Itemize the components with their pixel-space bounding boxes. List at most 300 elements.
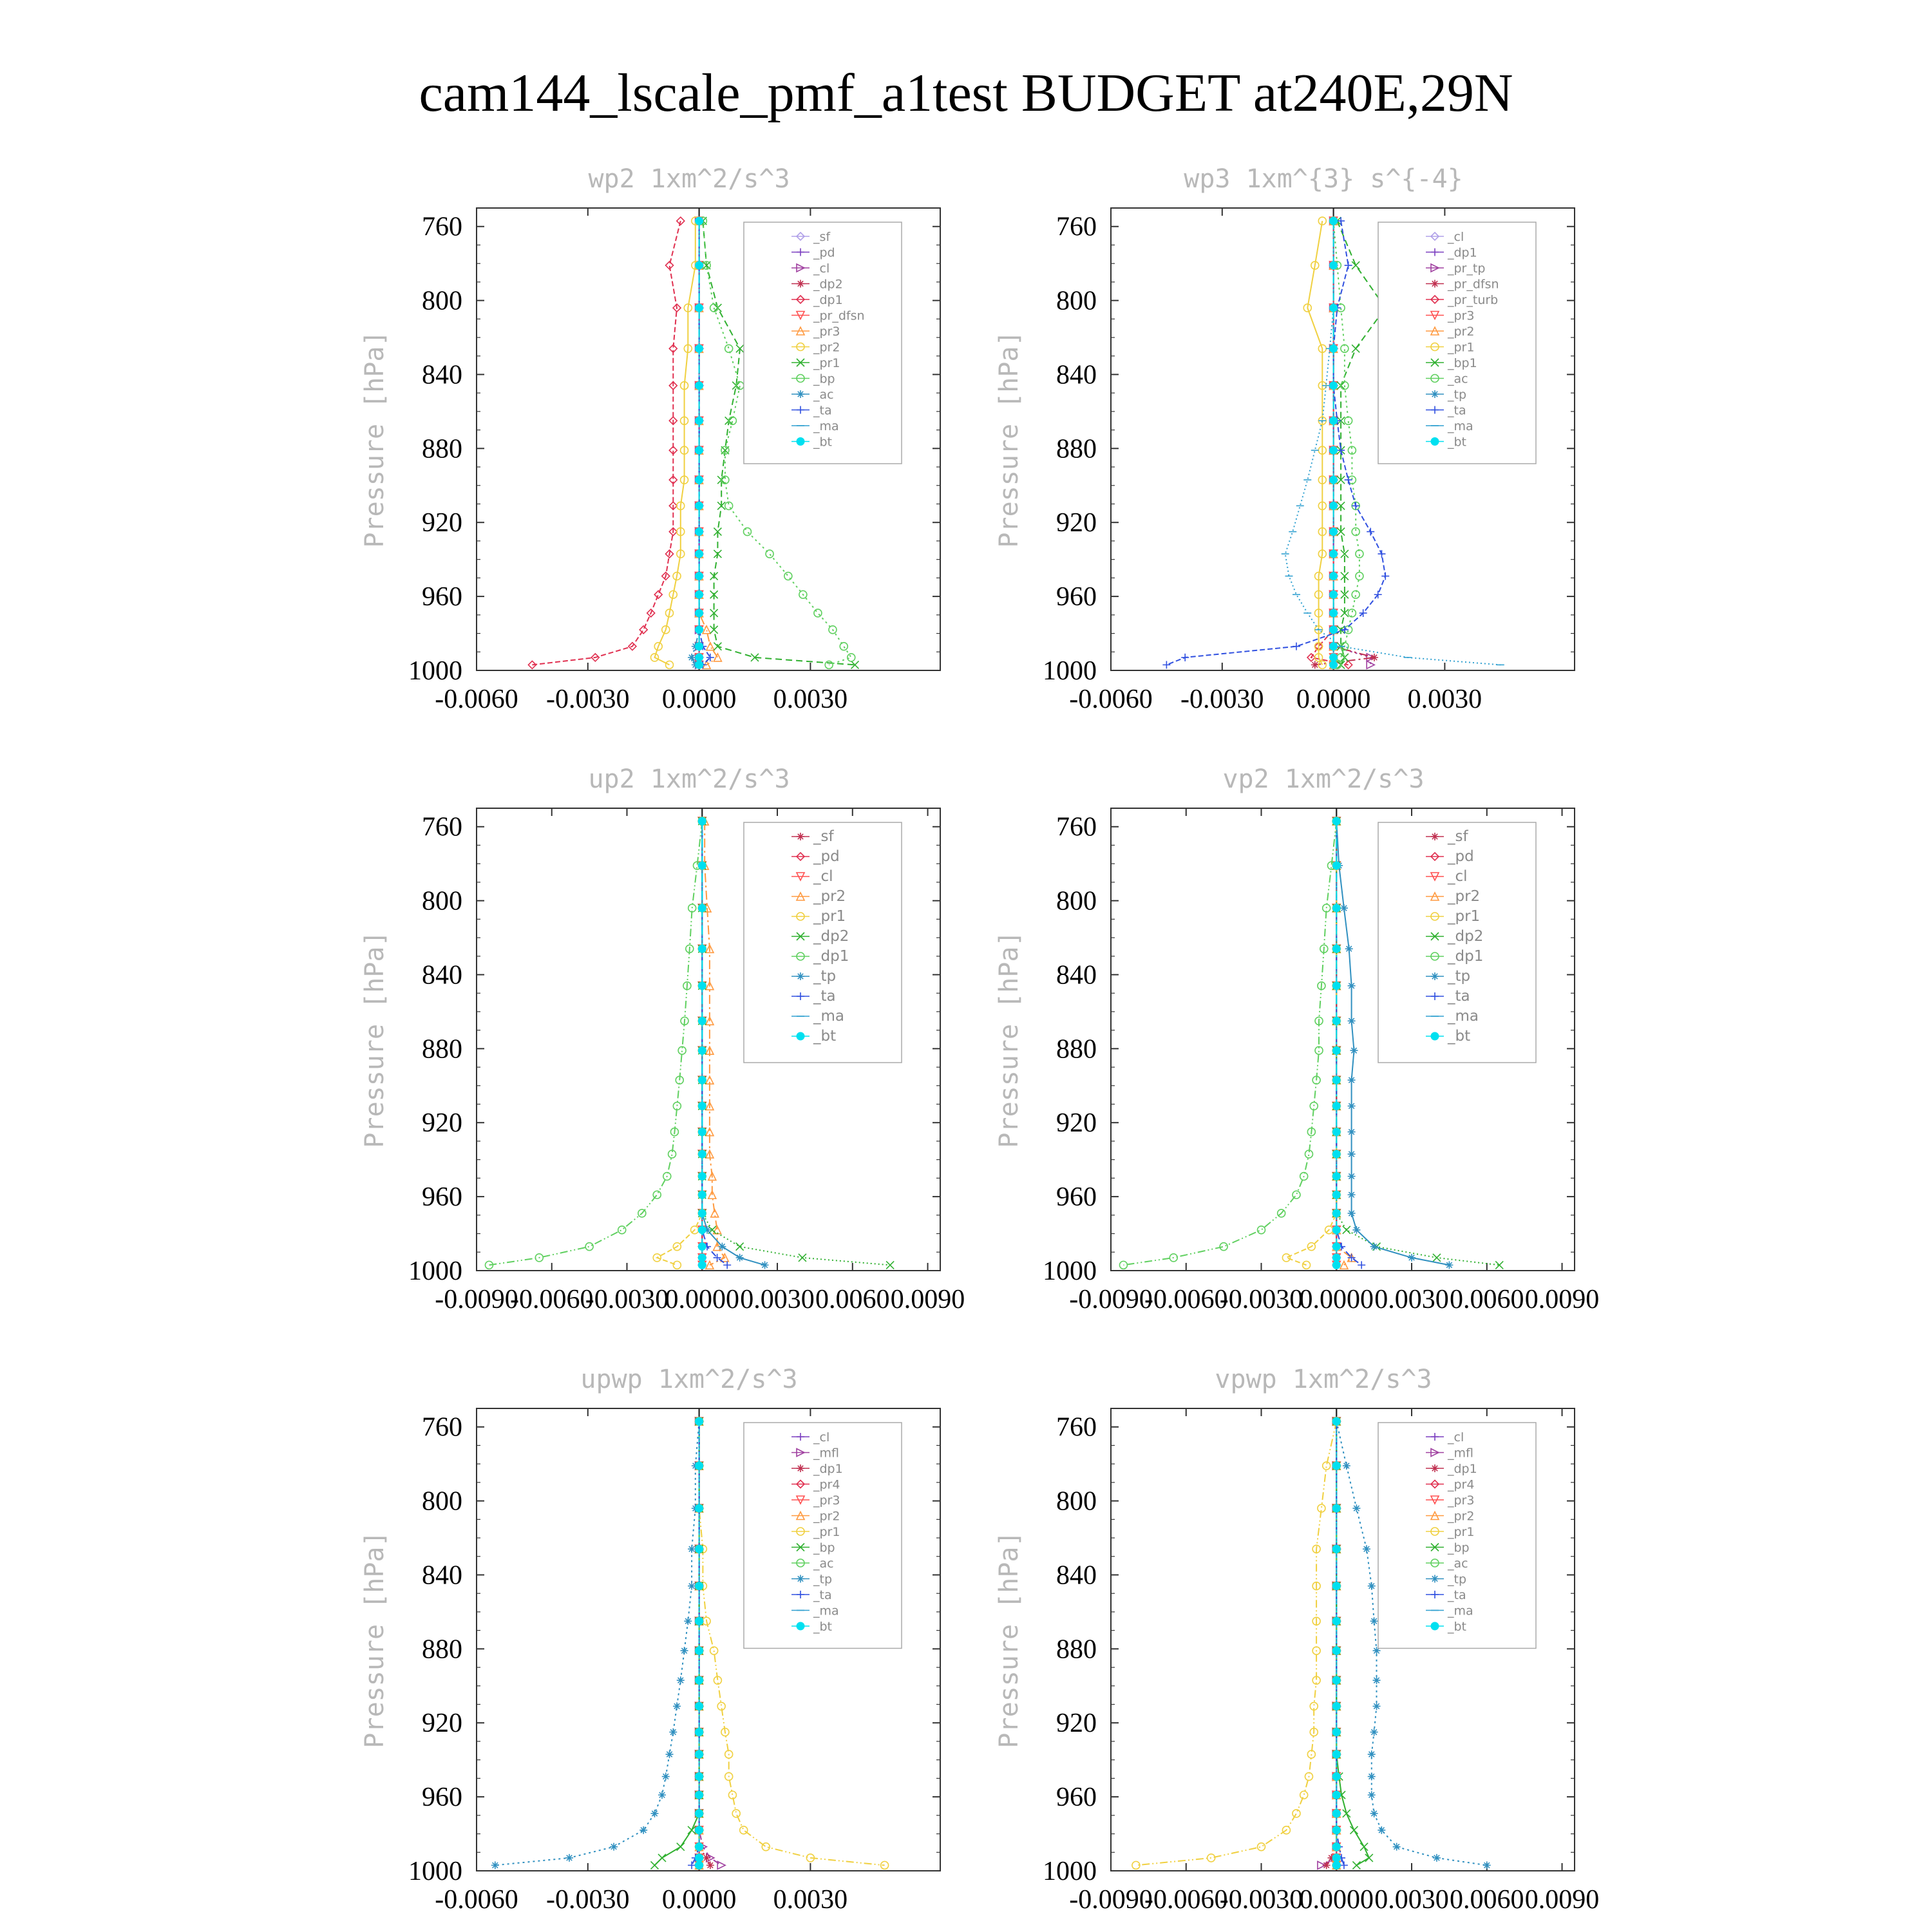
data-point <box>1332 1861 1340 1869</box>
y-tick-label: 760 <box>422 1412 462 1443</box>
data-point <box>1332 1046 1340 1054</box>
data-point <box>1348 1173 1356 1180</box>
legend-entry: _ma <box>1448 1604 1473 1618</box>
y-tick-label: 800 <box>1056 886 1097 916</box>
legend-marker <box>797 1622 804 1630</box>
data-point <box>1330 217 1338 225</box>
data-point <box>1393 1843 1401 1851</box>
data-point <box>1330 476 1338 484</box>
legend-entry: _dp1 <box>813 1462 843 1476</box>
data-point <box>1332 1128 1340 1136</box>
data-point <box>696 217 703 225</box>
panel-title: upwp 1xm^2/s^3 <box>580 1365 798 1394</box>
legend-entry: _tp <box>1448 968 1471 985</box>
data-point <box>696 304 703 312</box>
legend-marker <box>797 1464 804 1472</box>
x-tick-label: -0.0030 <box>1180 685 1264 714</box>
legend <box>1378 1423 1536 1649</box>
data-point <box>703 1854 710 1862</box>
data-point <box>677 1676 685 1684</box>
data-point <box>1368 1582 1376 1590</box>
y-axis-label: Pressure [hPa] <box>994 1531 1024 1748</box>
legend-entry: _bt <box>1448 435 1467 450</box>
y-tick-label: 800 <box>422 286 462 316</box>
data-point <box>1332 1843 1340 1851</box>
data-point <box>688 1582 696 1590</box>
data-point <box>696 1545 703 1553</box>
data-point <box>696 446 703 454</box>
data-point <box>696 661 703 668</box>
legend-marker <box>1431 1575 1439 1583</box>
data-point <box>696 1843 703 1851</box>
data-point <box>1330 417 1338 424</box>
data-point <box>1332 1791 1340 1799</box>
x-tick-label: 0.0060 <box>1450 1285 1524 1314</box>
legend-entry: _pr_turb <box>1448 293 1499 307</box>
legend-entry: _sf <box>1448 828 1468 845</box>
legend-entry: _tp <box>1448 388 1467 402</box>
data-point <box>1368 1750 1376 1758</box>
data-point <box>1408 1254 1416 1262</box>
data-point <box>1330 382 1338 390</box>
data-point <box>1332 1582 1340 1590</box>
data-point <box>696 1861 703 1869</box>
legend <box>1378 222 1536 464</box>
data-point <box>662 1773 670 1781</box>
data-point <box>1332 1617 1340 1625</box>
data-point <box>698 1191 706 1198</box>
legend-entry: _pr1 <box>813 1525 840 1539</box>
data-point <box>696 1582 703 1590</box>
x-tick-label: 0.0030 <box>1374 1285 1449 1314</box>
data-point <box>698 862 706 869</box>
legend-entry: _cl <box>813 1430 830 1444</box>
data-point <box>696 643 703 650</box>
data-point <box>684 1617 692 1625</box>
y-tick-label: 880 <box>1056 434 1097 464</box>
legend-entry: _cl <box>1448 1430 1464 1444</box>
data-point <box>1332 1254 1340 1262</box>
legend-entry: _bt <box>1448 1028 1471 1045</box>
data-point <box>696 573 703 580</box>
data-point <box>1332 1191 1340 1198</box>
data-point <box>1370 1810 1378 1817</box>
y-tick-label: 1000 <box>1043 1857 1097 1886</box>
data-point <box>698 1209 706 1217</box>
legend-entry: _ac <box>1448 372 1468 386</box>
x-tick-label: -0.0060 <box>510 1285 594 1314</box>
legend-marker <box>797 833 804 840</box>
legend-entry: _ac <box>813 388 834 402</box>
x-tick-label: 0.0030 <box>740 1285 815 1314</box>
y-tick-label: 1000 <box>408 656 462 686</box>
x-tick-label: 0.0000 <box>1299 1285 1374 1314</box>
data-point <box>565 1854 573 1862</box>
x-tick-label: -0.0060 <box>1144 1885 1228 1915</box>
y-axis-label: Pressure [hPa] <box>360 330 390 548</box>
data-point <box>696 1854 703 1862</box>
y-tick-label: 760 <box>422 812 462 842</box>
data-point <box>1332 1017 1340 1025</box>
data-point <box>696 261 703 269</box>
y-tick-label: 760 <box>422 212 462 242</box>
data-point <box>1323 1861 1331 1869</box>
data-point <box>696 654 703 661</box>
data-point <box>1445 1261 1453 1269</box>
legend-entry: _pr1 <box>1448 340 1475 355</box>
data-point <box>696 550 703 558</box>
data-point <box>1330 661 1338 668</box>
data-point <box>1332 1854 1340 1862</box>
panel-title: wp2 1xm^2/s^3 <box>588 164 790 194</box>
data-point <box>1348 1102 1356 1110</box>
data-point <box>698 1261 706 1269</box>
legend-marker <box>1431 1464 1439 1472</box>
y-tick-label: 800 <box>422 1486 462 1517</box>
x-tick-label: 0.0060 <box>1450 1885 1524 1915</box>
data-point <box>1332 1647 1340 1654</box>
legend-entry: _cl <box>1448 868 1468 885</box>
data-point <box>673 1702 681 1710</box>
x-tick-label: 0.0060 <box>815 1285 890 1314</box>
x-tick-label: -0.0060 <box>435 685 518 714</box>
legend-entry: _pr3 <box>813 325 840 339</box>
legend-entry: _pr3 <box>1448 1493 1475 1508</box>
legend-marker <box>1431 280 1439 288</box>
data-point <box>1332 817 1340 825</box>
panel-title: vpwp 1xm^2/s^3 <box>1215 1365 1432 1394</box>
panel-title: vp2 1xm^2/s^3 <box>1222 764 1425 794</box>
legend-marker <box>797 972 804 980</box>
y-tick-label: 840 <box>1056 960 1097 990</box>
y-tick-label: 920 <box>422 1108 462 1139</box>
legend-entry: _ta <box>1448 403 1466 418</box>
y-tick-label: 800 <box>1056 1486 1097 1517</box>
data-point <box>698 982 706 990</box>
data-point <box>1348 1128 1356 1136</box>
data-point <box>696 1791 703 1799</box>
data-point <box>1330 261 1338 269</box>
x-tick-label: -0.0090 <box>435 1285 518 1314</box>
data-point <box>696 502 703 509</box>
x-tick-label: 0.0090 <box>1524 1885 1600 1915</box>
data-point <box>1311 661 1319 668</box>
legend-entry: _pr1 <box>1448 908 1481 925</box>
data-point <box>1332 1504 1340 1512</box>
x-tick-label: 0.0000 <box>1299 1885 1374 1915</box>
y-tick-label: 960 <box>1056 1783 1097 1813</box>
y-tick-label: 760 <box>1056 812 1097 842</box>
data-point <box>698 817 706 825</box>
legend-entry: _pr3 <box>1448 308 1475 323</box>
y-tick-label: 920 <box>1056 1709 1097 1739</box>
data-point <box>696 1702 703 1710</box>
data-point <box>1343 1462 1350 1470</box>
legend-entry: _dp1 <box>1448 1462 1477 1476</box>
data-point <box>1370 1617 1378 1625</box>
data-point <box>698 1226 706 1234</box>
x-tick-label: -0.0090 <box>1069 1885 1153 1915</box>
data-point <box>1348 1209 1356 1217</box>
data-point <box>1330 345 1338 352</box>
legend-entry: _bp <box>1448 1540 1470 1555</box>
x-tick-label: 0.0000 <box>665 1285 740 1314</box>
data-point <box>1332 1826 1340 1834</box>
data-point <box>696 1617 703 1625</box>
legend-entry: _pd <box>813 848 840 865</box>
data-point <box>698 1076 706 1084</box>
legend-entry: _pr2 <box>1448 1509 1475 1524</box>
y-tick-label: 920 <box>1056 508 1097 538</box>
legend-entry: _bp1 <box>1448 356 1477 370</box>
legend-entry: _pr2 <box>813 1509 840 1524</box>
x-tick-label: -0.0030 <box>546 685 630 714</box>
data-point <box>1370 1728 1378 1736</box>
y-tick-label: 840 <box>1056 360 1097 390</box>
legend-entry: _sf <box>813 230 831 244</box>
legend-entry: _ta <box>813 403 832 418</box>
data-point <box>696 1728 703 1736</box>
data-point <box>1332 1173 1340 1180</box>
data-point <box>1330 573 1338 580</box>
y-axis-label: Pressure [hPa] <box>360 1531 390 1748</box>
legend-entry: _pr1 <box>813 908 846 925</box>
data-point <box>1352 1226 1360 1234</box>
legend-entry: _pd <box>1448 848 1474 865</box>
legend-entry: _tp <box>813 1572 833 1587</box>
data-point <box>1348 1191 1356 1198</box>
legend-entry: _dp1 <box>1448 245 1477 260</box>
x-tick-label: 0.0030 <box>1407 685 1482 714</box>
x-tick-label: 0.0090 <box>1524 1285 1600 1314</box>
data-point <box>1363 1545 1370 1553</box>
y-tick-label: 960 <box>1056 582 1097 612</box>
x-tick-label: 0.0030 <box>1374 1885 1449 1915</box>
data-point <box>698 904 706 912</box>
y-axis-label: Pressure [hPa] <box>360 931 390 1148</box>
data-point <box>1332 1226 1340 1234</box>
legend-entry: _pr4 <box>813 1477 840 1492</box>
y-tick-label: 960 <box>422 1182 462 1213</box>
y-tick-label: 760 <box>1056 1412 1097 1443</box>
legend-entry: _pr3 <box>813 1493 840 1508</box>
data-point <box>696 1773 703 1781</box>
legend-entry: _ta <box>1448 1588 1466 1602</box>
data-point <box>696 476 703 484</box>
legend-entry: _bt <box>813 1620 833 1634</box>
data-point <box>1378 1826 1385 1834</box>
legend-entry: _bp <box>813 372 835 386</box>
data-point <box>1332 1702 1340 1710</box>
data-point <box>698 1128 706 1136</box>
legend-marker <box>797 390 804 398</box>
legend-entry: _dp2 <box>813 277 843 292</box>
legend <box>744 1423 902 1649</box>
legend-entry: _dp2 <box>1448 928 1484 945</box>
data-point <box>1348 1150 1356 1158</box>
x-tick-label: -0.0060 <box>435 1885 518 1915</box>
panel-title: wp3 1xm^{3} s^{-4} <box>1184 164 1463 194</box>
data-point <box>698 1243 706 1251</box>
data-point <box>1332 1773 1340 1781</box>
data-point <box>1330 626 1338 634</box>
legend-entry: _ma <box>813 1008 844 1025</box>
data-point <box>696 1462 703 1470</box>
data-point <box>1373 1676 1381 1684</box>
x-tick-label: 0.0000 <box>1296 685 1371 714</box>
data-point <box>696 382 703 390</box>
y-tick-label: 880 <box>422 1634 462 1665</box>
legend-marker <box>797 438 804 446</box>
y-tick-label: 840 <box>422 360 462 390</box>
legend-entry: _pr2 <box>813 340 840 355</box>
legend-entry: _ma <box>813 1604 839 1618</box>
data-point <box>696 1750 703 1758</box>
data-point <box>1348 982 1356 990</box>
data-point <box>698 1173 706 1180</box>
data-point <box>1330 550 1338 558</box>
data-point <box>1345 945 1353 952</box>
legend-entry: _pr2 <box>1448 325 1475 339</box>
legend-entry: _ac <box>1448 1557 1468 1571</box>
legend-marker <box>1431 1032 1439 1040</box>
data-point <box>610 1843 618 1851</box>
data-point <box>1330 446 1338 454</box>
data-point <box>1330 304 1338 312</box>
y-tick-label: 800 <box>1056 286 1097 316</box>
legend-entry: _pr4 <box>1448 1477 1475 1492</box>
y-tick-label: 880 <box>1056 1634 1097 1665</box>
legend-entry: _cl <box>813 261 830 276</box>
y-tick-label: 800 <box>422 886 462 916</box>
legend-marker <box>797 1575 804 1583</box>
data-point <box>696 609 703 617</box>
y-axis-label: Pressure [hPa] <box>994 931 1024 1148</box>
legend-entry: _pd <box>813 245 835 260</box>
data-point <box>1330 643 1338 650</box>
legend-entry: _pr1 <box>813 356 840 370</box>
data-point <box>1370 654 1378 661</box>
data-point <box>1332 1209 1340 1217</box>
data-point <box>639 1826 647 1834</box>
legend-entry: _dp1 <box>1448 948 1484 965</box>
data-point <box>1483 1861 1491 1869</box>
y-tick-label: 1000 <box>1043 1256 1097 1286</box>
legend-entry: _pr2 <box>1448 888 1481 905</box>
y-tick-label: 1000 <box>1043 656 1097 686</box>
x-tick-label: -0.0030 <box>585 1285 669 1314</box>
legend-entry: _ac <box>813 1557 834 1571</box>
data-point <box>761 1261 769 1269</box>
legend-marker <box>1431 390 1439 398</box>
legend-entry: _mfl <box>1448 1446 1473 1461</box>
legend <box>1378 822 1536 1063</box>
data-point <box>696 417 703 424</box>
legend-entry: _pr_dfsn <box>1448 277 1499 292</box>
y-tick-label: 880 <box>422 1034 462 1065</box>
x-tick-label: -0.0030 <box>1219 1885 1303 1915</box>
data-point <box>1332 1728 1340 1736</box>
x-tick-label: -0.0090 <box>1069 1285 1153 1314</box>
data-point <box>1330 528 1338 536</box>
legend-marker <box>1431 972 1439 980</box>
data-point <box>1332 982 1340 990</box>
legend-entry: _dp1 <box>813 293 843 307</box>
y-tick-label: 760 <box>1056 212 1097 242</box>
x-tick-label: 0.0090 <box>890 1285 965 1314</box>
data-point <box>1332 1261 1340 1269</box>
data-point <box>698 1017 706 1025</box>
data-point <box>1373 1702 1381 1710</box>
data-point <box>1332 1102 1340 1110</box>
legend-entry: _bp <box>813 1540 835 1555</box>
legend-entry: _pr2 <box>813 888 846 905</box>
legend-entry: _bt <box>1448 1620 1467 1634</box>
legend-entry: _ma <box>1448 419 1473 433</box>
legend <box>744 822 902 1063</box>
legend-entry: _pr_dfsn <box>813 308 865 323</box>
data-point <box>1348 1076 1356 1084</box>
data-point <box>1433 1854 1441 1862</box>
data-point <box>1332 1076 1340 1084</box>
data-point <box>1348 1017 1356 1025</box>
y-tick-label: 920 <box>1056 1108 1097 1139</box>
data-point <box>696 1810 703 1817</box>
data-point <box>696 1417 703 1425</box>
legend-entry: _sf <box>813 828 834 845</box>
data-point <box>696 1504 703 1512</box>
legend-entry: _ta <box>813 1588 832 1602</box>
legend-entry: _ma <box>1448 1008 1479 1025</box>
legend-entry: _bt <box>813 1028 837 1045</box>
data-point <box>698 1046 706 1054</box>
legend-marker <box>1431 833 1439 840</box>
y-tick-label: 840 <box>1056 1560 1097 1591</box>
legend-marker <box>1431 1622 1439 1630</box>
y-tick-label: 840 <box>422 960 462 990</box>
data-point <box>698 945 706 952</box>
legend-entry: _cl <box>1448 230 1464 244</box>
data-point <box>696 528 703 536</box>
data-point <box>1332 1545 1340 1553</box>
data-point <box>688 1545 696 1553</box>
data-point <box>706 1861 714 1869</box>
legend-entry: _tp <box>1448 1572 1467 1587</box>
data-point <box>696 1647 703 1654</box>
x-tick-label: -0.0060 <box>1144 1285 1228 1314</box>
legend-entry: _mfl <box>813 1446 839 1461</box>
x-tick-label: -0.0060 <box>1069 685 1153 714</box>
data-point <box>1330 502 1338 509</box>
data-point <box>736 1254 744 1262</box>
legend-marker <box>797 280 804 288</box>
data-point <box>1332 862 1340 869</box>
data-point <box>696 591 703 598</box>
legend <box>744 222 902 464</box>
y-tick-label: 960 <box>422 582 462 612</box>
data-point <box>1368 1791 1376 1799</box>
x-tick-label: -0.0030 <box>546 1885 630 1915</box>
data-point <box>696 1676 703 1684</box>
y-tick-label: 1000 <box>408 1857 462 1886</box>
legend-entry: _cl <box>813 868 833 885</box>
y-tick-label: 960 <box>422 1783 462 1813</box>
y-tick-label: 920 <box>422 508 462 538</box>
x-tick-label: 0.0000 <box>661 685 737 714</box>
data-point <box>1340 904 1348 912</box>
legend-entry: _dp2 <box>813 928 849 945</box>
data-point <box>1332 1243 1340 1251</box>
